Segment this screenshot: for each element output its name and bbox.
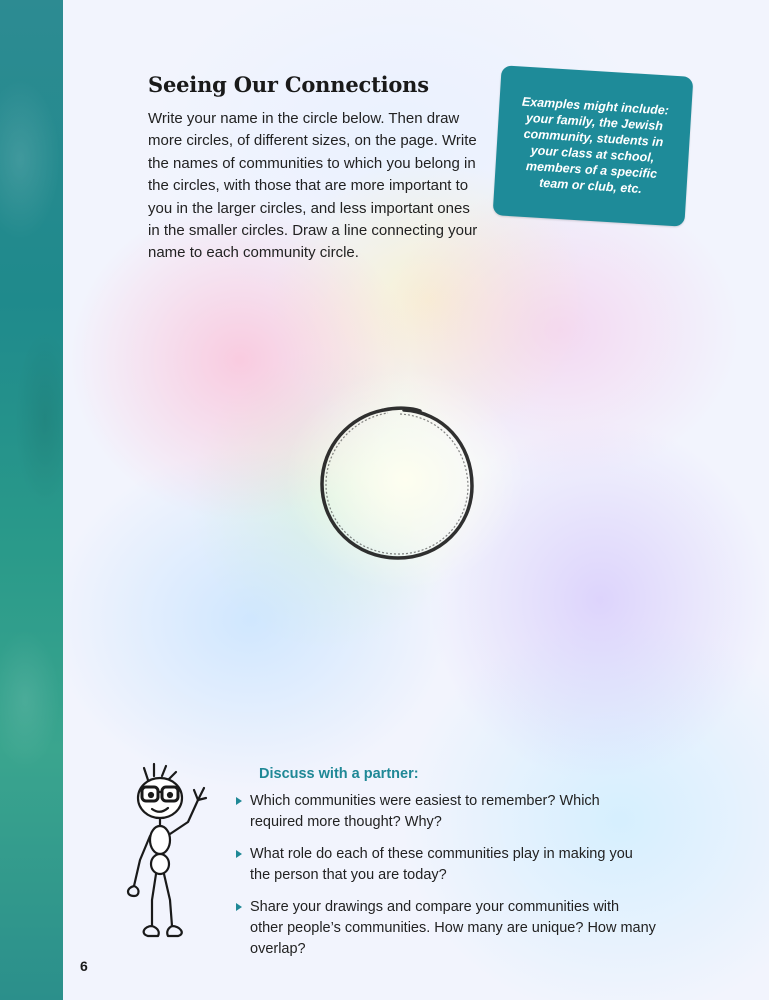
discussion-heading: Discuss with a partner: (259, 766, 419, 782)
page-number: 6 (80, 958, 88, 974)
discussion-questions (236, 791, 656, 971)
side-color-band (0, 0, 63, 1000)
bullet-arrow-icon (236, 850, 242, 858)
discussion-question-text: Which communities were easiest to remember? Which required more thought? Why? (250, 793, 600, 830)
discussion-question (236, 791, 656, 833)
bullet-arrow-icon (236, 797, 242, 805)
discussion-question-text: Share your drawings and compare your communities with other people’s communities. How many are unique? How many overlap? (250, 899, 656, 957)
name-circle[interactable] (312, 398, 482, 568)
bullet-arrow-icon (236, 903, 242, 911)
examples-callout-text: Examples might include: your family, the Jewish community, students in your class at school, members of a specific team or club, etc. (521, 94, 670, 197)
discussion-question-text: What role do each of these communities play in making you the person that you are today? (250, 846, 633, 883)
page-title: Seeing Our Connections (148, 72, 429, 97)
instructions-text: Write your name in the circle below. Then draw more circles, of different sizes, on the page. Write the names of communities to which you belong in the circles, with those that are more important to you in the larger circles, and less important ones in the smaller circles. Draw a line connecting your name to each community circle. (148, 110, 478, 262)
examples-callout (493, 65, 694, 226)
discussion-question (236, 897, 656, 960)
discussion-question (236, 844, 656, 886)
stick-figure-illustration (118, 762, 223, 947)
